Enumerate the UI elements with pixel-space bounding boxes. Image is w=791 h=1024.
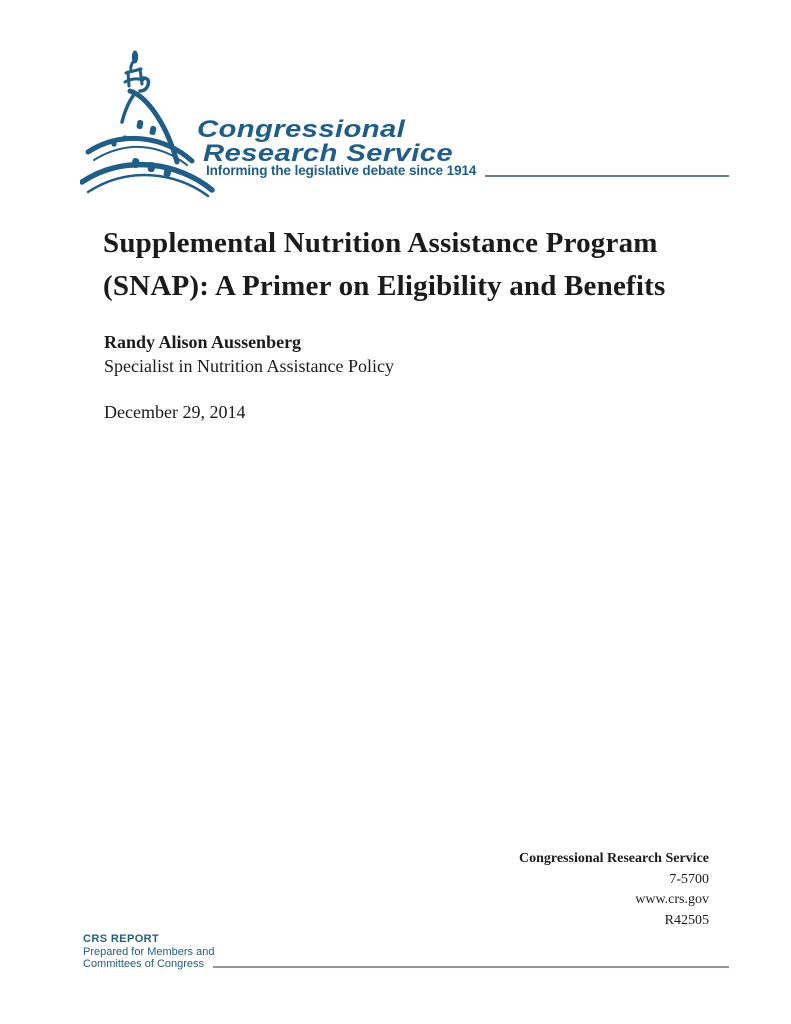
report-title-line1: Supplemental Nutrition Assistance Program [103,227,658,259]
report-title-line2: (SNAP): A Primer on Eligibility and Benefits [103,270,666,302]
author-name: Randy Alison Aussenberg [104,332,302,352]
logo-name-line2: Research Service [203,140,454,167]
logo-name-line1: Congressional [197,116,406,143]
report-number: R42505 [664,912,709,928]
report-type-line1: Prepared for Members and [83,945,215,958]
publisher-org: Congressional Research Service [518,851,709,866]
report-type-block [83,933,729,971]
report-date: December 29, 2014 [104,402,246,422]
report-type-row [83,958,729,971]
logo-tagline: Informing the legislative debate since 1914 [206,163,477,178]
publisher-block [519,849,709,931]
logo-tagline-row [206,163,729,181]
header-rule [485,175,729,177]
report-title [103,222,743,308]
publisher-phone: 7-5700 [669,871,709,887]
publisher-website: www.crs.gov [635,892,709,907]
footer-rule [213,966,729,968]
report-type-label: CRS REPORT [83,933,160,945]
author-role: Specialist in Nutrition Assistance Policy [104,356,394,376]
report-type-line2: Committees of Congress [83,958,205,970]
